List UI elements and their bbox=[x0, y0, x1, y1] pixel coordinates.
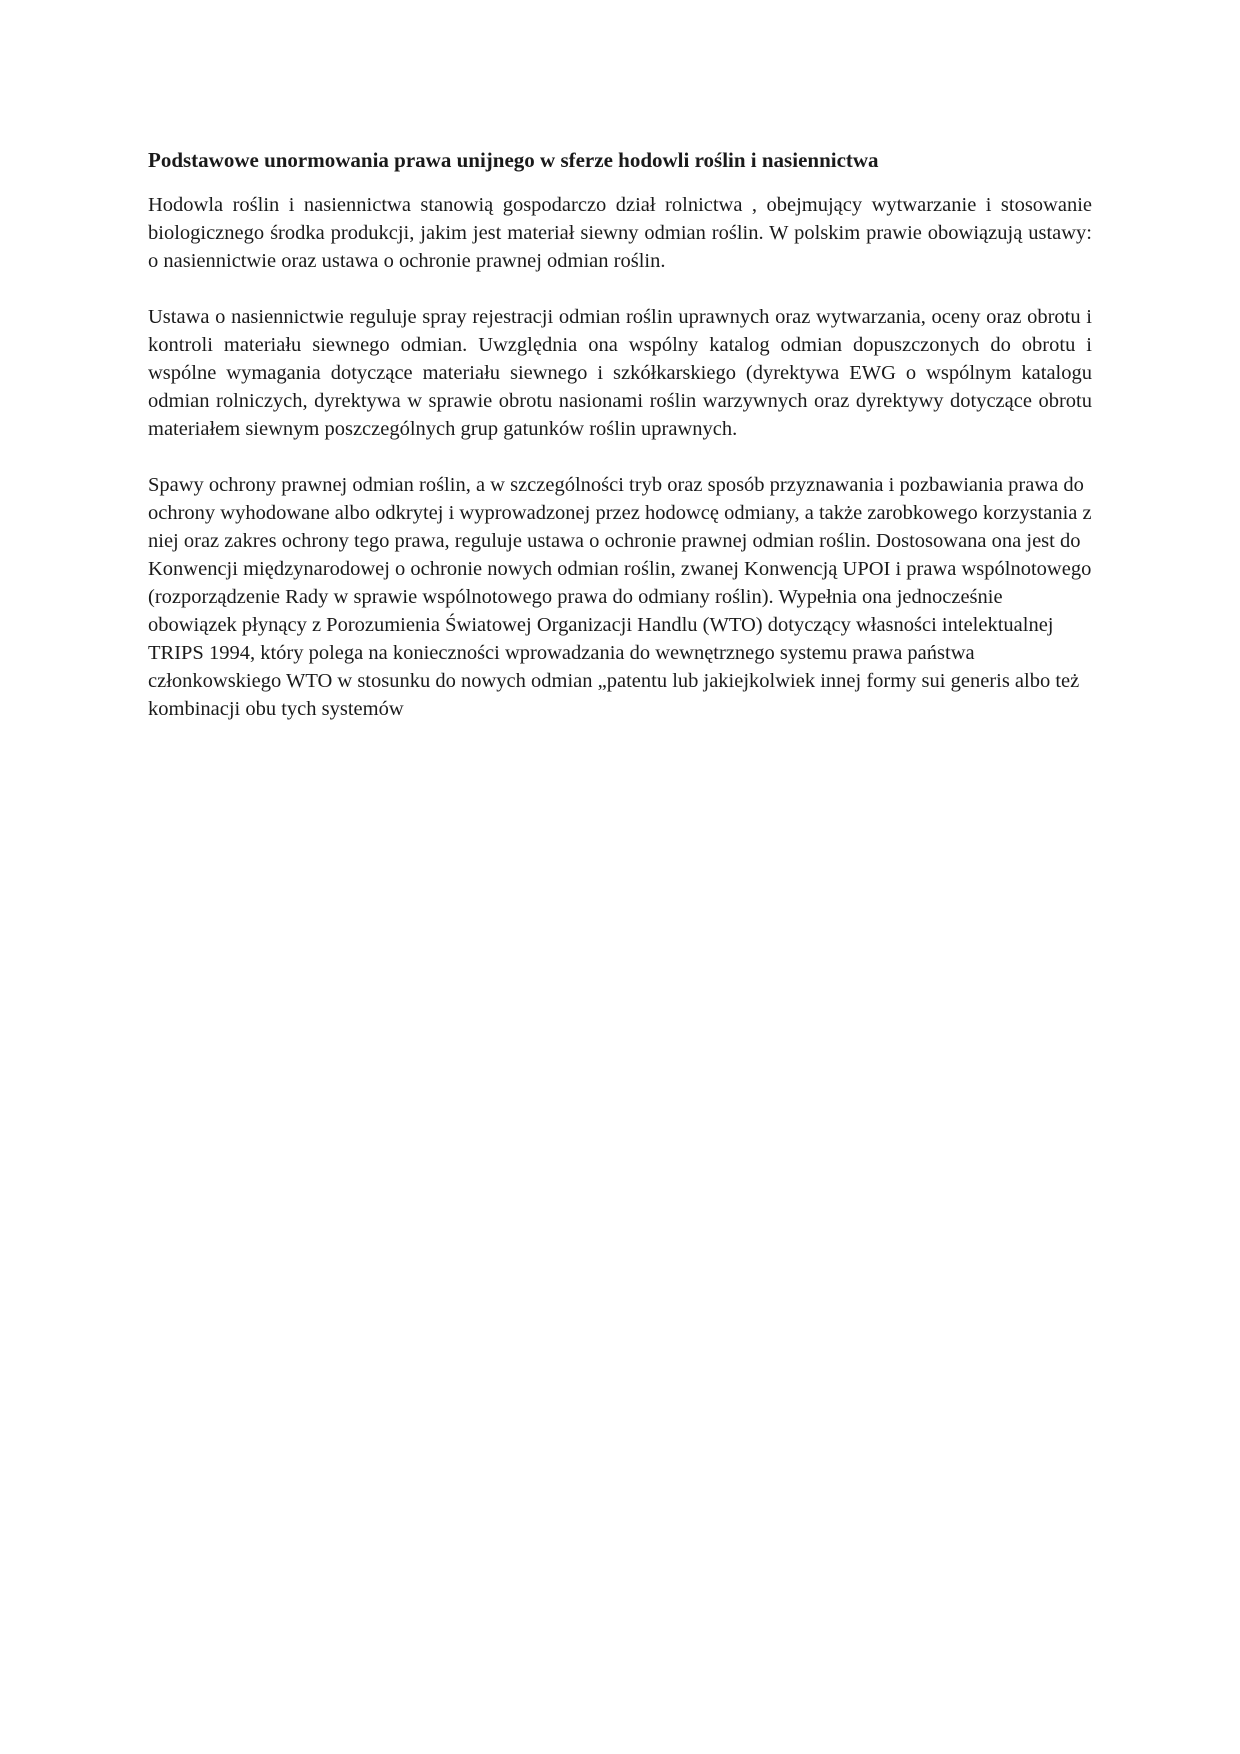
paragraph-1: Hodowla roślin i nasiennictwa stanowią gospodarczo dział rolnictwa , obejmujący wytwarzanie i stosowanie biologicznego środka produkcji, jakim jest materiał siewny odmian roślin. W polskim prawie obowiązują ustawy: o nasiennictwie oraz ustawa o ochronie prawnej odmian roślin. bbox=[148, 194, 1092, 272]
document-title: Podstawowe unormowania prawa unijnego w sferze hodowli roślin i nasiennictwa bbox=[148, 148, 879, 172]
paragraph-2: Ustawa o nasiennictwie reguluje spray rejestracji odmian roślin uprawnych oraz wytwarzania, oceny oraz obrotu i kontroli materiału siewnego odmian. Uwzględnia ona wspólny katalog odmian dopuszczonych do obrotu i wspólne wymagania dotyczące materiału siewnego i szkółkarskiego (dyrektywa EWG o wspólnym katalogu odmian rolniczych, dyrektywa w sprawie obrotu nasionami roślin warzywnych oraz dyrektywy dotyczące obrotu materiałem siewnym poszczególnych grup gatunków roślin uprawnych. bbox=[148, 306, 1092, 440]
paragraph-3: Spawy ochrony prawnej odmian roślin, a w szczególności tryb oraz sposób przyznawania i pozbawiania prawa do ochrony wyhodowane albo odkrytej i wyprowadzonej przez hodowcę odmiany, a także zarobkowego korzystania z niej oraz zakres ochrony tego prawa, reguluje ustawa o ochronie prawnej odmian roślin. Dostosowana ona jest do Konwencji międzynarodowej o ochronie nowych odmian roślin, zwanej Konwencją UPOI i prawa wspólnotowego (rozporządzenie Rady w sprawie wspólnotowego prawa do odmiany roślin). Wypełnia ona jednocześnie obowiązek płynący z Porozumienia Światowej Organizacji Handlu (WTO) dotyczący własności intelektualnej TRIPS 1994, który polega na konieczności wprowadzania do wewnętrznego systemu prawa państwa członkowskiego WTO w stosunku do nowych odmian „patentu lub jakiejkolwiek innej formy sui generis albo też kombinacji obu tych systemów bbox=[148, 474, 1092, 720]
document-page bbox=[148, 146, 1092, 751]
